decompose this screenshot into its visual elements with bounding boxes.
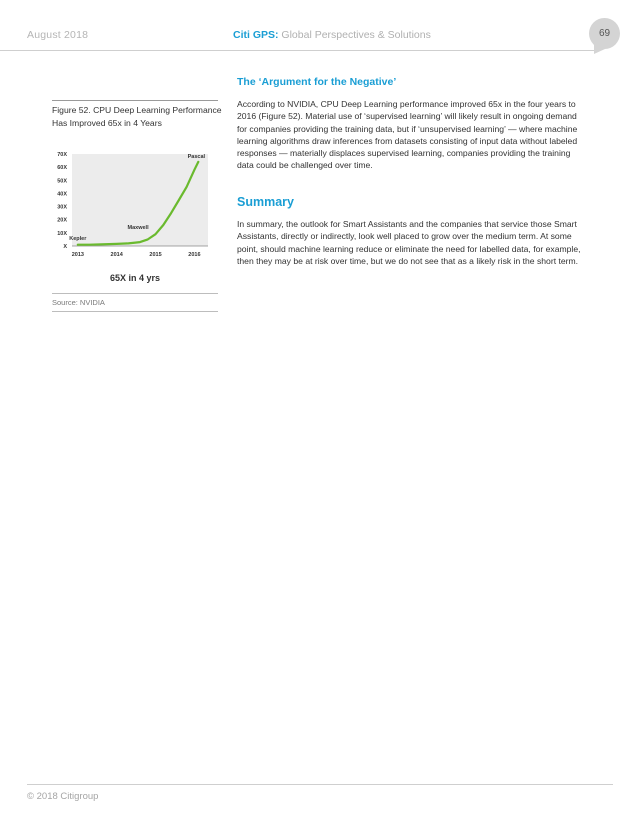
header-title-text: Global Perspectives & Solutions bbox=[278, 29, 431, 41]
chart-x-tick-label: 2014 bbox=[110, 252, 123, 258]
figure-top-rule bbox=[52, 100, 218, 101]
chart-y-tick-label: 20X bbox=[57, 217, 67, 224]
chart-y-tick-label: X bbox=[63, 244, 67, 250]
chart-plot-area bbox=[72, 154, 208, 246]
page-number: 69 bbox=[598, 28, 611, 39]
chart-y-tick-label: 10X bbox=[57, 230, 67, 237]
figure-source: Source: NVIDIA bbox=[52, 298, 105, 307]
chart-annotation-label: Pascal bbox=[187, 153, 206, 160]
chart-y-tick-label: 40X bbox=[57, 191, 67, 198]
footer-rule bbox=[27, 784, 613, 785]
chart-x-tick-label: 2013 bbox=[71, 252, 84, 258]
chart-y-tick-label: 50X bbox=[57, 178, 67, 185]
header-rule bbox=[0, 50, 594, 51]
footer-copyright: © 2018 Citigroup bbox=[27, 791, 99, 802]
figure-mid-rule bbox=[52, 293, 218, 294]
chart-y-tick-label: 70X bbox=[57, 152, 67, 158]
section-heading-negative: The ‘Argument for the Negative’ bbox=[237, 76, 397, 88]
page-number-pointer bbox=[594, 44, 605, 54]
performance-chart bbox=[52, 144, 218, 272]
section-heading-summary: Summary bbox=[237, 195, 294, 209]
figure-subtitle: 65X in 4 yrs bbox=[109, 273, 161, 283]
chart-y-tick-label: 30X bbox=[57, 204, 67, 211]
chart-annotation-label: Kepler bbox=[69, 236, 87, 243]
chart-y-tick-label: 60X bbox=[57, 165, 67, 172]
header-brand: Citi GPS: bbox=[233, 29, 279, 41]
section-body-summary: In summary, the outlook for Smart Assistants and the companies that service those Smart Assistants, directly or indirectly, look well placed to grow over the medium term. At some point, should machine learning reduce or eliminate the need for labelled data, for example, then they may be at risk over time, but we do not see that as a likely risk in the short term. bbox=[237, 219, 581, 266]
figure-chart bbox=[52, 144, 218, 294]
section-body-negative: According to NVIDIA, CPU Deep Learning performance improved 65x in the four years to 2016 (Figure 52). Material use of ‘supervised learning’ will likely result in ongoing demand for companies providing the training data, but if ‘unsupervised learning’ — where machine learning algorithms draw inferences from datasets consisting of input data without labeled responses — materially displaces supervised learning, companies providing the training data could be challenged over time. bbox=[237, 99, 578, 171]
header-date: August 2018 bbox=[27, 29, 89, 41]
chart-x-tick-label: 2015 bbox=[149, 252, 162, 258]
header-title bbox=[233, 29, 431, 41]
figure-bottom-rule bbox=[52, 311, 218, 312]
chart-x-tick-label: 2016 bbox=[188, 252, 201, 258]
chart-annotation-label: Maxwell bbox=[127, 224, 149, 231]
figure-caption: Figure 52. CPU Deep Learning Performance Has Improved 65x in 4 Years bbox=[52, 105, 222, 128]
